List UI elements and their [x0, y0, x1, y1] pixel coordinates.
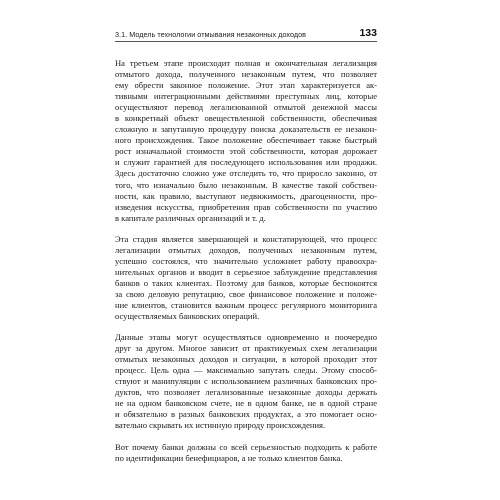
text-line: не на одном банковском счете, не в одном банке, не в одной стране	[115, 398, 377, 409]
text-line: ему обрести законное положение. Этот этап характеризуется ак-	[115, 80, 377, 91]
text-line: рост изначальной стоимости этой собственности, которая дорожает	[115, 146, 377, 157]
paragraph	[115, 332, 377, 431]
paragraph	[115, 234, 377, 322]
text-line: и обязательно в разных банковских продуктах, а это помогает осно-	[115, 409, 377, 420]
text-line: тивными интеграционными действиями преступных лиц, которые	[115, 91, 377, 102]
text-line: дуктов, что позволяет легализованные незаконные доходы держать	[115, 387, 377, 398]
text-line: в конкретный объект овеществленной собственности, обеспечивая	[115, 113, 377, 124]
text-line: банков о таких клиентах. Поэтому для банков, которые беспокоятся	[115, 277, 377, 288]
text-line: Вот почему банки должны со всей серьезностью подходить к работе	[115, 441, 377, 452]
running-title: 3.1. Модель технологии отмывания незаконных доходов	[115, 30, 307, 39]
text-line: того, что изначально было незаконным. В качестве такой собствен-	[115, 179, 377, 190]
page-header	[115, 27, 377, 39]
text-line: в капитале различных организаций и т. д.	[115, 212, 266, 223]
text-line: ного происхождения. Такое положение обеспечивает также быстрый	[115, 135, 377, 146]
text-line: и служит гарантией для последующего использования или продажи.	[115, 157, 377, 168]
text-line: ние клиентов, становится важным процесс регулярного мониторинга	[115, 299, 377, 310]
text-line: ности, как правило, выступают недвижимость, драгоценности, про-	[115, 190, 377, 201]
text-line: изведения искусства, приобретения прав собственности по участию	[115, 201, 377, 212]
text-line: осуществляемых банковских операций.	[115, 311, 260, 322]
text-line: друг за другом. Многое зависит от практикуемых схем легализации	[115, 343, 377, 354]
text-line: осуществляют перевод легализованной отмытой денежной массы	[115, 102, 377, 113]
header-divider	[115, 41, 377, 42]
text-line: нительных органов и вводит в серьезное заблуждение представления	[115, 266, 377, 277]
text-line: Эта стадия является завершающей и констатирующей, что процесс	[115, 233, 377, 244]
text-line: по идентификации бенефициаров, а не только клиентов банка.	[115, 452, 343, 463]
text-line: за свою деловую репутацию, свое финансовое положение и положе-	[115, 288, 377, 299]
text-line: На третьем этапе происходит полная и окончательная легализация	[115, 58, 377, 68]
text-line: ствуют и манипуляции с использованием различных банковских про-	[115, 376, 377, 387]
text-line: Данные этапы могут осуществляться одновременно и поочередно	[115, 332, 377, 343]
text-line: успешно состоялся, что значительно усложняет работу правоохра-	[115, 255, 377, 266]
page-number: 133	[359, 27, 377, 39]
text-line: процесс. Цель одна — максимально запутать следы. Этому способ-	[115, 365, 377, 376]
text-line: легализации отмытых доходов, полученных незаконным путем,	[115, 244, 377, 255]
text-line: сложную и запутанную процедуру поиска доказательств ее незакон-	[115, 124, 377, 135]
text-line: вательно скрывать их истинную природу происхождения.	[115, 420, 326, 431]
text-line: Здесь достаточно сложно уже отследить то, что приросло законно, от	[115, 168, 377, 179]
text-line: отмытого дохода, полученного незаконным путем, что позволяет	[115, 69, 377, 80]
paragraph	[115, 58, 377, 224]
body-text	[115, 58, 377, 474]
text-line: отмытых незаконных доходов и ситуации, в которой проходит этот	[115, 354, 377, 365]
paragraph	[115, 442, 377, 464]
